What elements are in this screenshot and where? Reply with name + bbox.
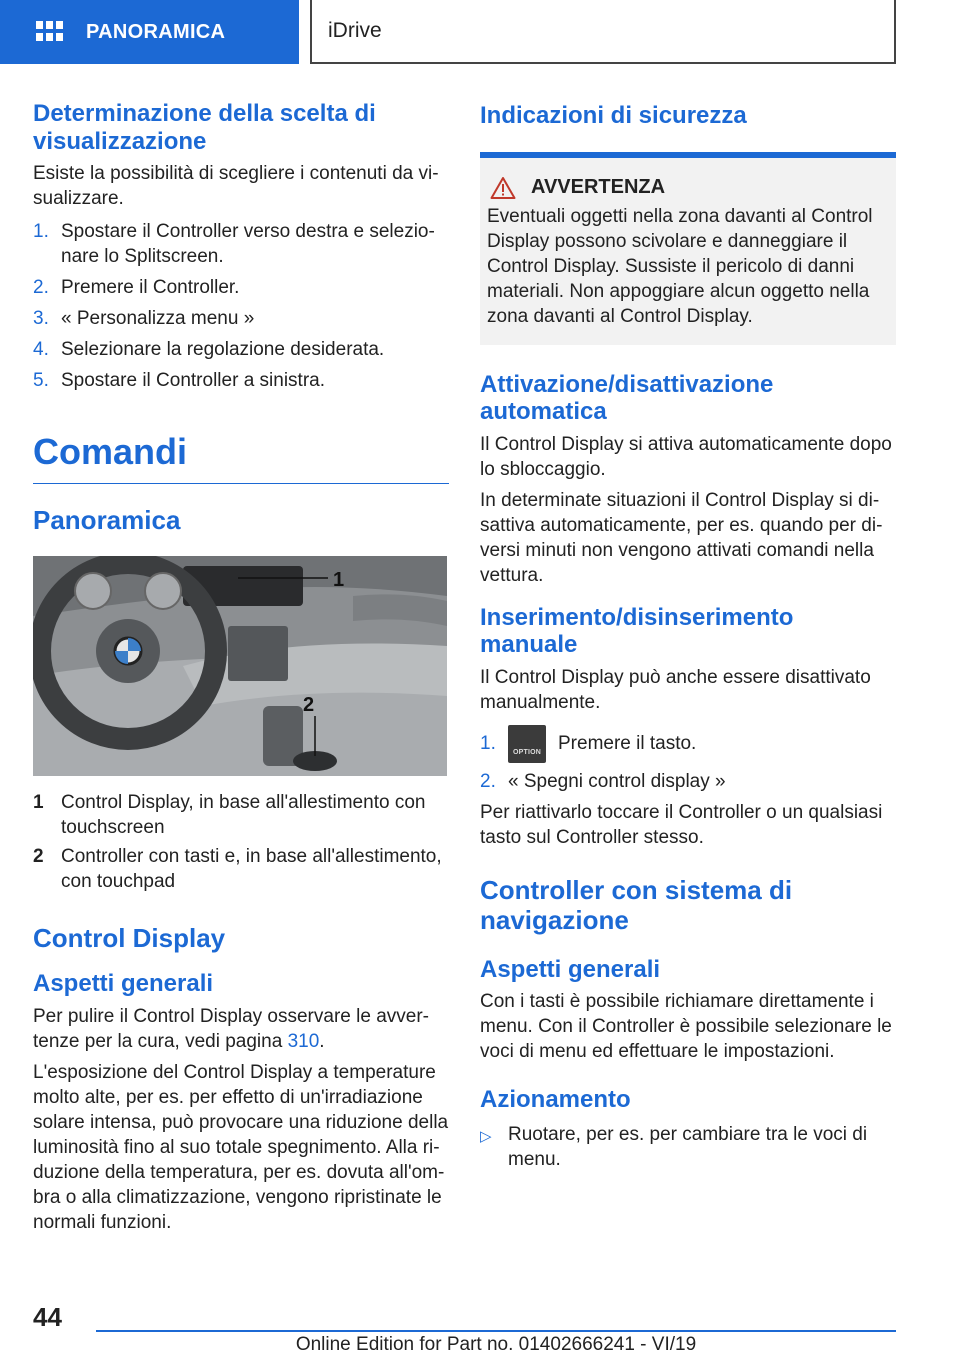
para-pulire: Per pulire il Control Display osservare le avvertenze per la cura, vedi pagina 310. [33, 1005, 429, 1052]
header-section [310, 0, 896, 64]
list-item: ▷ Ruotare, per es. per cambiare tra le voci di menu. [480, 1123, 868, 1170]
heading-attivazione: Attivazione/disattivazione automatica [480, 370, 774, 426]
page-number: 44 [33, 1302, 62, 1332]
warning-header [487, 176, 888, 200]
steps-visualizzazione [33, 219, 449, 393]
option-button-icon[interactable]: OPTION [508, 725, 546, 763]
para-esposizione: L'esposizione del Control Display a temperature molto alte, per es. per effetto di un'irradiazione solare intensa, può provocare una riduzione della luminosità fino al suo totale spegnimento. Alla riduzione della temperatura, per es. dovuta all'ombra o alla climatizzazione, vengono ripristinate le normali funzioni. [33, 1061, 449, 1233]
list-item: 1 Control Display, in base all'allestimento con touchscreen [33, 792, 426, 839]
list-item: 4. Selezionare la regolazione desiderata. [33, 339, 385, 361]
heading-aspetti-generali: Aspetti generali [33, 969, 214, 997]
footer-divider [96, 1330, 896, 1332]
steps-inserimento [480, 725, 896, 794]
warning-text: Eventuali oggetti nella zona davanti al Control Display possono scivolare e danneggiare il Control Display. Sussiste il pericolo di danni materiali. Non appoggiare alcun oggetto nella zona davanti al Control Display. [487, 205, 873, 327]
cockpit-illustration [33, 556, 447, 776]
grid-menu-icon [36, 21, 64, 43]
left-column [33, 100, 449, 1235]
warning-box [480, 158, 896, 345]
heading-control-display: Control Display [33, 923, 226, 954]
heading-inserimento: Inserimento/disinserimento manuale [480, 603, 794, 659]
list-item: 5. Spostare il Controller a sinistra. [33, 370, 325, 392]
heading-visualizzazione: Determinazione della scelta di visualizzazione [33, 100, 376, 155]
svg-text:1: 1 [333, 569, 345, 592]
header-tab-label: PANORAMICA [86, 20, 226, 43]
list-item: 2. « Spegni control display » [480, 770, 726, 792]
para-attivazione-1: Il Control Display si attiva automaticamente dopo lo sbloccaggio. [480, 433, 892, 480]
photo-callouts [33, 790, 449, 894]
para-inserimento: Il Control Display può anche essere disattivato manualmente. [480, 666, 871, 713]
para-attivazione-2: In determinate situazioni il Control Display si disattiva automaticamente, per es. quando per diversi minuti non vengono attivati comandi nella vettura. [480, 489, 883, 586]
right-column [480, 100, 896, 1172]
heading-aspetti-generali-2: Aspetti generali [480, 955, 661, 983]
heading-controller-navigazione: Controller con sistema di navigazione [480, 874, 793, 935]
list-item: 3. « Personalizza menu » [33, 308, 255, 330]
svg-text:2: 2 [303, 694, 315, 717]
list-item: 2. Premere il Controller. [33, 277, 240, 299]
cockpit-photo [33, 556, 447, 776]
heading-comandi: Comandi [33, 431, 449, 484]
heading-azionamento: Azionamento [480, 1086, 631, 1114]
list-item: 1. Spostare il Controller verso destra e selezionare lo Splitscreen. [33, 221, 435, 268]
header-tab-panoramica[interactable] [0, 0, 299, 64]
para-visualizzazione: Esiste la possibilità di scegliere i contenuti da visualizzare. [33, 163, 439, 210]
para-tasti: Con i tasti è possibile richiamare direttamente i menu. Con il Controller è possibile selezionare le voci di menu ed effettuare le impostazioni. [480, 991, 892, 1063]
page-link-310[interactable]: 310 [287, 1030, 320, 1052]
warning-title: AVVERTENZA [531, 176, 666, 199]
heading-panoramica: Panoramica [33, 505, 181, 536]
para-riattivare: Per riattivarlo toccare il Controller o un qualsiasi tasto sul Controller stesso. [480, 801, 883, 848]
warning-triangle-icon [489, 176, 517, 200]
header-section-label: iDrive [328, 19, 382, 42]
azionamento-list [480, 1122, 896, 1172]
footer-edition: Online Edition for Part no. 01402666241 - VI/19 [295, 1334, 697, 1355]
list-item: 1. OPTION Premere il tasto. [480, 725, 896, 763]
heading-sicurezza: Indicazioni di sicurezza [480, 102, 747, 129]
triangle-bullet-icon: ▷ [480, 1127, 492, 1145]
list-item: 2 Controller con tasti e, in base all'allestimento, con touchpad [33, 846, 442, 893]
